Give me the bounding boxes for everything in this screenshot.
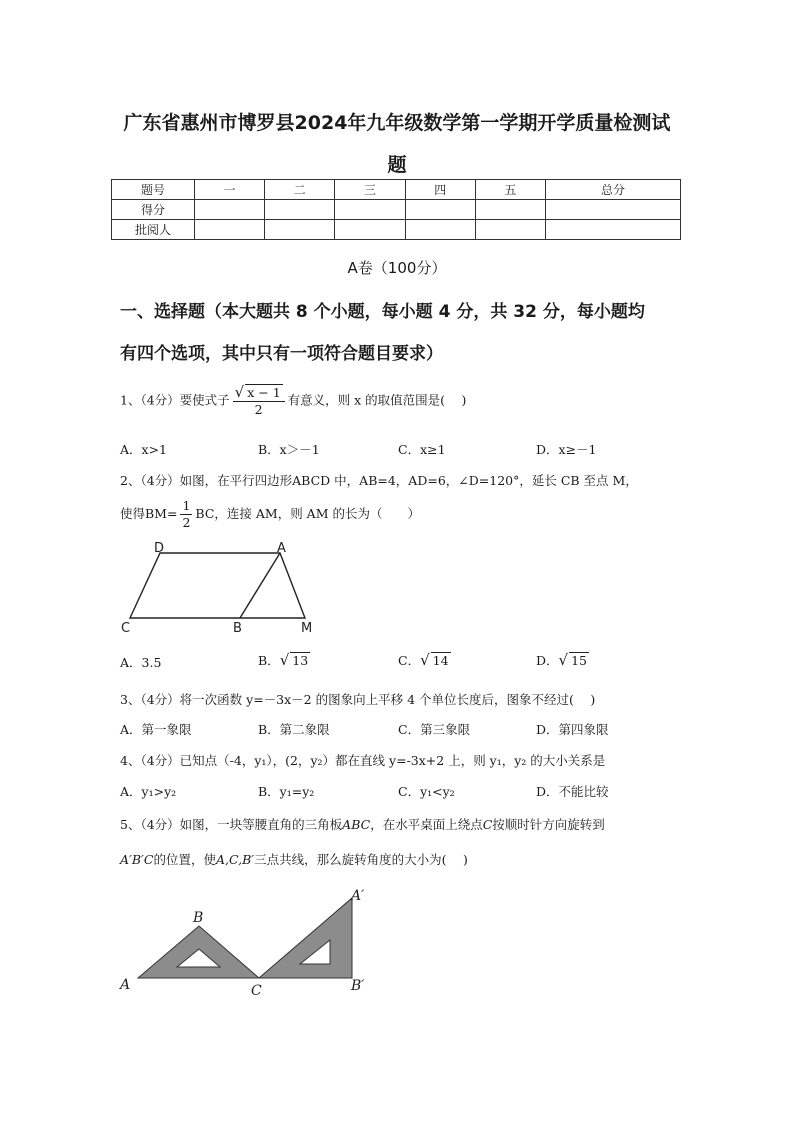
q3-option-c[interactable]: C．第三象限 — [398, 722, 471, 737]
table-cell[interactable] — [335, 220, 405, 240]
row-label-reviewer: 批阅人 — [112, 220, 195, 240]
q2-option-b[interactable] — [258, 651, 310, 669]
section-a-heading: A卷（100分） — [347, 259, 447, 277]
table-cell[interactable] — [265, 220, 335, 240]
label-c: C — [251, 983, 262, 999]
page-title-line2: 题 — [387, 154, 407, 176]
table-header-cell: 四 — [405, 180, 475, 200]
label-d: D — [154, 541, 165, 556]
label-a: A — [277, 541, 286, 556]
table-cell[interactable] — [546, 220, 681, 240]
label-b: B — [193, 910, 204, 926]
q4-option-a[interactable]: A．y₁>y₂ — [120, 784, 177, 799]
sqrt-icon: √ — [420, 651, 430, 669]
table-header-cell: 题号 — [112, 180, 195, 200]
question-5-line2 — [120, 850, 468, 868]
q2-option-b-value: 13 — [292, 653, 309, 668]
label-b-prime: B′ — [351, 978, 365, 994]
sqrt-icon: √ — [279, 651, 290, 669]
q2-line2-suffix: BC，连接 AM，则 AM 的长为（ ） — [195, 506, 420, 521]
table-cell[interactable] — [195, 220, 265, 240]
table-cell[interactable] — [475, 200, 545, 220]
table-cell[interactable] — [195, 200, 265, 220]
label-a: A — [120, 977, 131, 993]
question-4: 4、（4分）已知点（-4，y₁），(2，y₂）都在直线 y=-3x+2 上，则 y₁，y₂ 的大小关系是 — [120, 753, 606, 768]
table-cell[interactable] — [405, 220, 475, 240]
table-cell[interactable] — [475, 220, 545, 240]
q2-option-a-letter: A． — [120, 655, 142, 670]
q1-suffix: 有意义，则 x 的取值范围是( ) — [287, 392, 467, 408]
table-cell[interactable] — [546, 200, 681, 220]
table-header-cell: 五 — [475, 180, 545, 200]
q5-line2-suffix: 三点共线，那么旋转角度的大小为( ) — [254, 852, 468, 867]
table-header-cell: 总分 — [546, 180, 681, 200]
triangle-plates-figure — [115, 886, 385, 1001]
question-5-line1 — [120, 815, 605, 833]
q2-option-b-letter: B． — [258, 653, 280, 668]
q2-option-d[interactable] — [536, 651, 589, 669]
q4-option-d[interactable]: D．不能比较 — [536, 784, 609, 799]
parallelogram-figure — [115, 538, 325, 638]
q2-frac-den: 2 — [182, 515, 191, 530]
q4-option-c[interactable]: C．y₁<y₂ — [398, 784, 455, 799]
q5-line1-prefix: 5、（4分）如图，一块等腰直角的三角板 — [120, 817, 343, 832]
q5-line1-mid: ，在水平桌面上绕点 — [370, 817, 483, 832]
question-2-line2 — [120, 498, 420, 531]
score-table — [111, 179, 681, 240]
q5-c: C — [482, 817, 493, 832]
q1-radicand: x − 1 — [247, 385, 281, 400]
q5-line1-suffix: 按顺时针方向旋转到 — [492, 817, 605, 832]
table-header-cell: 一 — [195, 180, 265, 200]
page-title-line1: 广东省惠州市博罗县2024年九年级数学第一学期开学质量检测试 — [123, 112, 671, 134]
table-header-cell: 二 — [265, 180, 335, 200]
triangle-plate-abc — [138, 926, 259, 978]
q5-abc: ABC — [342, 817, 371, 832]
q3-option-b[interactable]: B．第二象限 — [258, 722, 330, 737]
table-cell[interactable] — [405, 200, 475, 220]
q1-option-a[interactable]: A．x>1 — [120, 442, 168, 457]
q1-option-c[interactable]: C．x≥1 — [398, 442, 446, 457]
segment-ab — [240, 553, 280, 618]
q2-option-c-value: 14 — [432, 653, 449, 668]
q3-option-d[interactable]: D．第四象限 — [536, 722, 609, 737]
section-one-heading-line1: 一、选择题（本大题共 8 个小题，每小题 4 分，共 32 分，每小题均 — [120, 302, 645, 322]
q3-option-a[interactable]: A．第一象限 — [120, 722, 192, 737]
label-c: C — [121, 621, 131, 636]
q1-prefix: 1、（4分）要使式子 — [120, 392, 230, 408]
sqrt-icon: √ — [234, 383, 245, 401]
q2-frac-num: 1 — [182, 498, 191, 513]
label-b: B — [233, 621, 242, 636]
q2-option-d-value: 15 — [571, 653, 587, 668]
table-row — [112, 200, 681, 220]
row-label-score: 得分 — [112, 200, 195, 220]
question-3: 3、（4分）将一次函数 y=－3x－2 的图象向上平移 4 个单位长度后，图象不经过( ) — [120, 692, 596, 707]
table-header-cell: 三 — [335, 180, 405, 200]
sqrt-icon: √ — [558, 651, 569, 669]
q2-option-d-letter: D． — [536, 653, 559, 668]
table-cell[interactable] — [335, 200, 405, 220]
q1-option-d[interactable]: D．x≥－1 — [536, 442, 597, 457]
q2-fraction — [180, 498, 192, 531]
section-one-heading-line2: 有四个选项，其中只有一项符合题目要求） — [120, 344, 443, 364]
question-1 — [120, 384, 466, 418]
q4-option-b[interactable]: B．y₁=y₂ — [258, 784, 315, 799]
parallelogram-abcd — [130, 553, 305, 618]
q2-option-c[interactable] — [398, 651, 451, 669]
q5-line2-mid: 的位置，使 — [153, 852, 216, 867]
label-a-prime: A′ — [351, 888, 365, 904]
triangle-plate-rotated — [259, 898, 352, 978]
table-cell[interactable] — [265, 200, 335, 220]
q1-option-b[interactable]: B．x＞－1 — [258, 442, 320, 457]
q2-option-c-letter: C． — [398, 653, 421, 668]
table-row — [112, 220, 681, 240]
q5-points: A,C,B′ — [215, 852, 255, 867]
q2-option-a[interactable] — [120, 653, 161, 671]
q1-denominator: 2 — [254, 402, 263, 417]
q2-line2-prefix: 使得BM= — [120, 506, 178, 521]
table-header-row — [112, 180, 681, 200]
label-m: M — [301, 621, 313, 636]
q5-abc2: A′B′C — [120, 852, 154, 867]
q1-fraction — [233, 384, 285, 418]
question-2-line1: 2、（4分）如图，在平行四边形ABCD 中，AB=4，AD=6，∠D=120°，延长 CB 至点 M， — [120, 473, 638, 488]
q1-numerator — [233, 384, 285, 402]
q2-option-a-value: 3.5 — [141, 655, 162, 670]
